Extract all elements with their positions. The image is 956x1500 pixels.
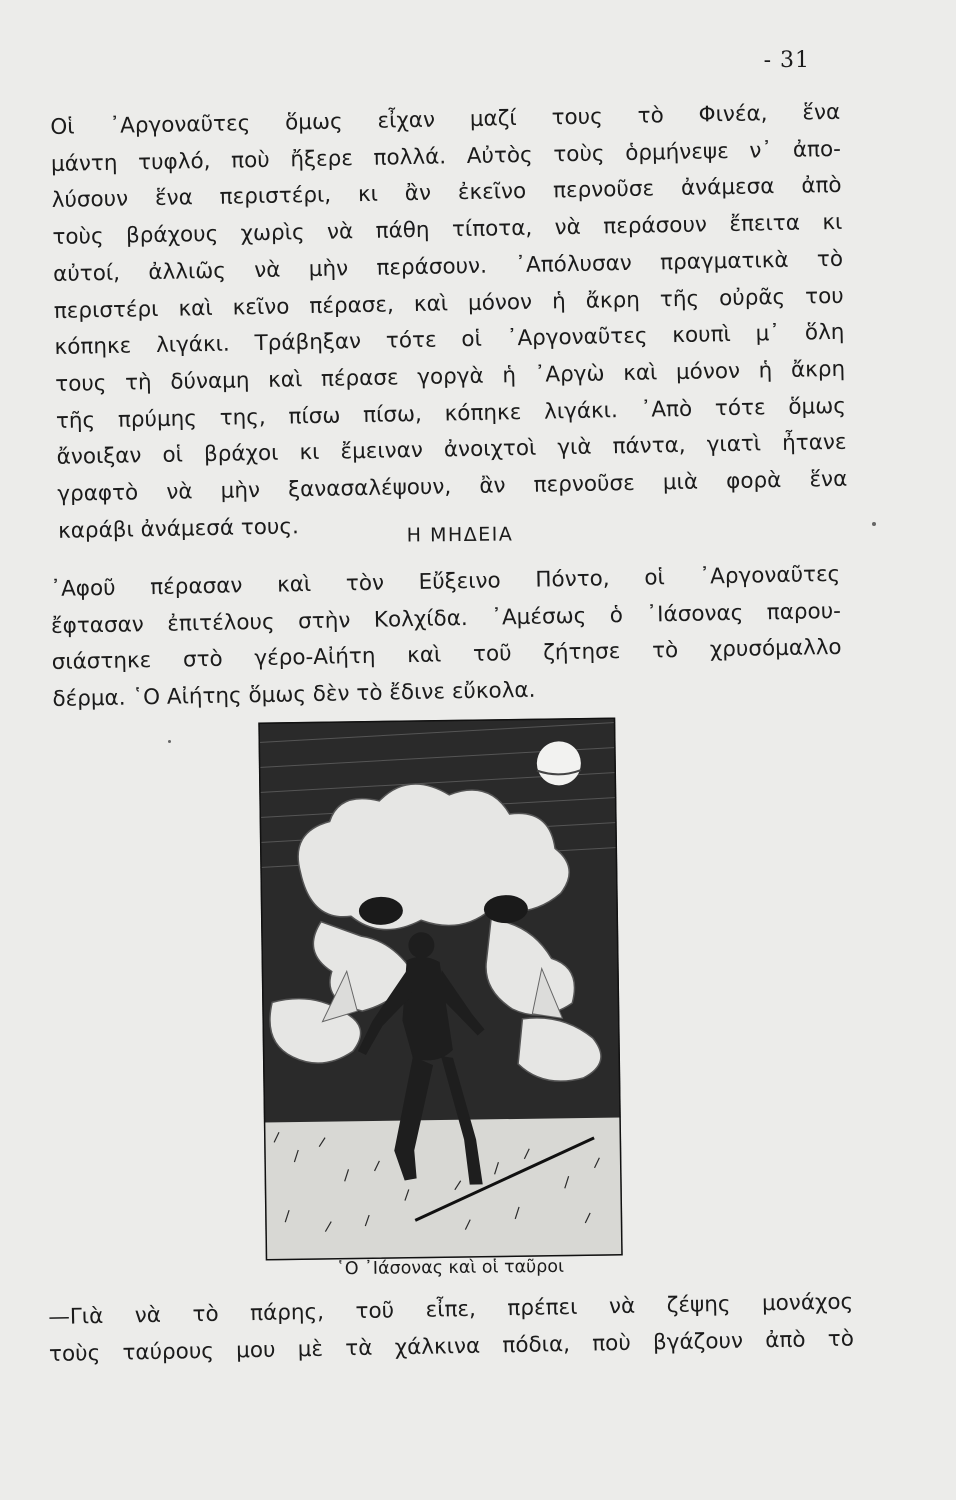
text-line: αὐτοί, ἀλλιῶς νὰ μὴν περάσουν. ᾿Απόλυσαν πραγματικὰ τὸ [52, 246, 844, 287]
text-line: γραφτὸ νὰ μὴν ξανασαλέψουν, ἂν περνοῦσε μιὰ φορὰ ἕνα [57, 466, 848, 507]
text-line: μάντη τυφλό, ποὺ ἤξερε πολλά. Αὐτὸς τοὺς ὁρμήνεψε ν᾿ ἀπο- [50, 136, 842, 177]
text-line: δέρμα. ῾Ο Αἰήτης ὅμως δὲν τὸ ἔδινε εὔκολα. [52, 677, 536, 713]
page-number: - 31 [763, 48, 810, 73]
text-line: ᾿Αφοῦ πέρασαν καὶ τὸν Εὔξεινο Πόντο, οἱ ᾿Αργοναῦτες [50, 561, 841, 602]
text-line: σιάστηκε στὸ γέρο-Αἰήτη καὶ τοῦ ζήτησε τὸ χρυσόμαλλο [51, 635, 842, 676]
section-title: Η ΜΗΔΕΙΑ [406, 523, 514, 547]
illustration-caption: ῾Ο ᾿Ιάσονας καὶ οἱ ταῦροι [335, 1256, 565, 1280]
text-line: τους τὴ δύναμη καὶ πέρασε γοργὰ ἡ ᾿Αργὼ καὶ μόνον ἡ ἄκρη [55, 356, 846, 397]
paper-speck [872, 522, 876, 526]
text-line: τῆς πρύμης της, πίσω πίσω, κόπηκε λιγάκι. ᾿Απὸ τότε ὅμως [55, 393, 847, 434]
paper-speck [168, 740, 171, 743]
text-line: τοὺς ταύρους μου μὲ τὰ χάλκινα πόδια, ποὺ βγάζουν ἀπὸ τὸ [48, 1326, 855, 1367]
text-line: —Γιὰ νὰ τὸ πάρης, τοῦ εἶπε, πρέπει νὰ ζέψης μονάχος [48, 1289, 854, 1330]
text-line: ἄνοιξαν οἱ βράχοι κι ἔμειναν ἀνοιχτοὶ γιὰ πάντα, γιατὶ ἦτανε [56, 430, 847, 471]
paragraph-aietes-speech [48, 1285, 854, 1374]
paragraph-argonauts [50, 95, 848, 551]
text-line: τοὺς βράχους χωρὶς νὰ πάθη τίποτα, νὰ περάσουν ἔπειτα κι [52, 209, 843, 251]
text-line: λύσουν ἕνα περιστέρι, κι ἂν ἐκεῖνο περνοῦσε ἀνάμεσα ἀπὸ [51, 173, 842, 214]
text-line: ἔφτασαν ἐπιτέλους στὴν Κολχίδα. ᾿Αμέσως ὁ ᾿Ιάσονας παρου- [50, 598, 842, 639]
text-line: καράβι ἀνάμεσά τους. [57, 514, 300, 544]
text-line: περιστέρι καὶ κεῖνο πέρασε, καὶ μόνον ἡ ἄκρη τῆς οὐρᾶς του [53, 283, 844, 324]
jason-and-bulls-engraving-icon [258, 718, 622, 1261]
paragraph-kolchis [50, 557, 843, 719]
text-line: Οἱ ᾿Αργοναῦτες ὅμως εἶχαν μαζί τους τὸ Φινέα, ἕνα [50, 99, 841, 140]
text-line: κόπηκε λιγάκι. Τράβηξαν τότε οἱ ᾿Αργοναῦτες κουπὶ μ᾿ ὅλη [54, 320, 845, 361]
